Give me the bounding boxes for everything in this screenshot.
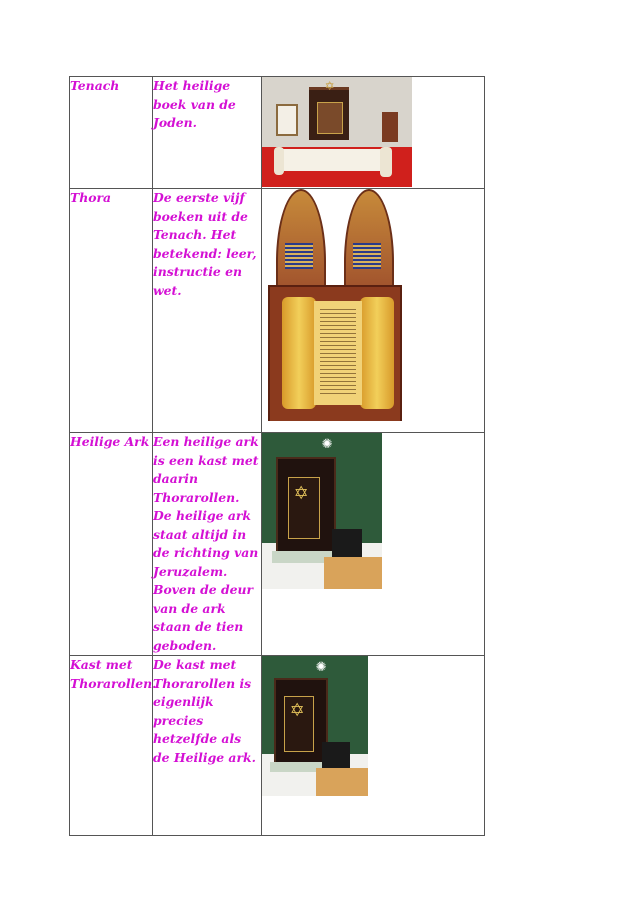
table-row <box>70 433 485 656</box>
torah-case-photo <box>262 189 402 421</box>
table-row <box>70 77 485 189</box>
star-of-david-icon: ✡ <box>293 483 309 504</box>
term-cell <box>70 433 153 656</box>
star-of-david-icon: ✡ <box>289 700 305 721</box>
term-cell <box>70 656 157 836</box>
term-text: Kast met Thorarollen. <box>70 657 157 691</box>
holy-ark-photo <box>262 656 368 796</box>
definition-text: Het heilige boek van de Joden. <box>153 78 236 130</box>
definition-text: Een heilige ark is een kast met daarin Thorarollen. De heilige ark staat altijd in de richting van Jeruzalem. Boven de deur van de ark staan de tien geboden. <box>153 434 259 653</box>
definition-cell <box>153 433 262 656</box>
holy-ark-photo <box>262 433 382 589</box>
term-text: Tenach <box>70 78 120 93</box>
star-of-david-icon: ✡ <box>324 79 335 93</box>
image-cell <box>261 656 484 836</box>
definition-cell <box>153 77 262 189</box>
chandelier-icon: ✺ <box>321 437 333 452</box>
table-row <box>70 656 485 836</box>
definition-cell <box>153 189 262 433</box>
definition-text: De eerste vijf boeken uit de Tenach. Het betekend: leer, instructie en wet. <box>153 190 257 298</box>
torah-scroll-photo <box>262 77 412 187</box>
chandelier-icon: ✺ <box>315 660 327 675</box>
term-text: Heilige Ark <box>70 434 150 449</box>
glossary-table <box>69 76 485 836</box>
term-cell <box>70 189 153 433</box>
definition-cell <box>153 656 262 836</box>
image-cell <box>261 189 484 433</box>
image-cell <box>261 77 484 189</box>
table-row <box>70 189 485 433</box>
image-cell <box>261 433 484 656</box>
term-cell <box>70 77 153 189</box>
definition-text: De kast met Thorarollen is eigenlijk precies hetzelfde als de Heilige ark. <box>153 657 256 765</box>
term-text: Thora <box>70 190 112 205</box>
